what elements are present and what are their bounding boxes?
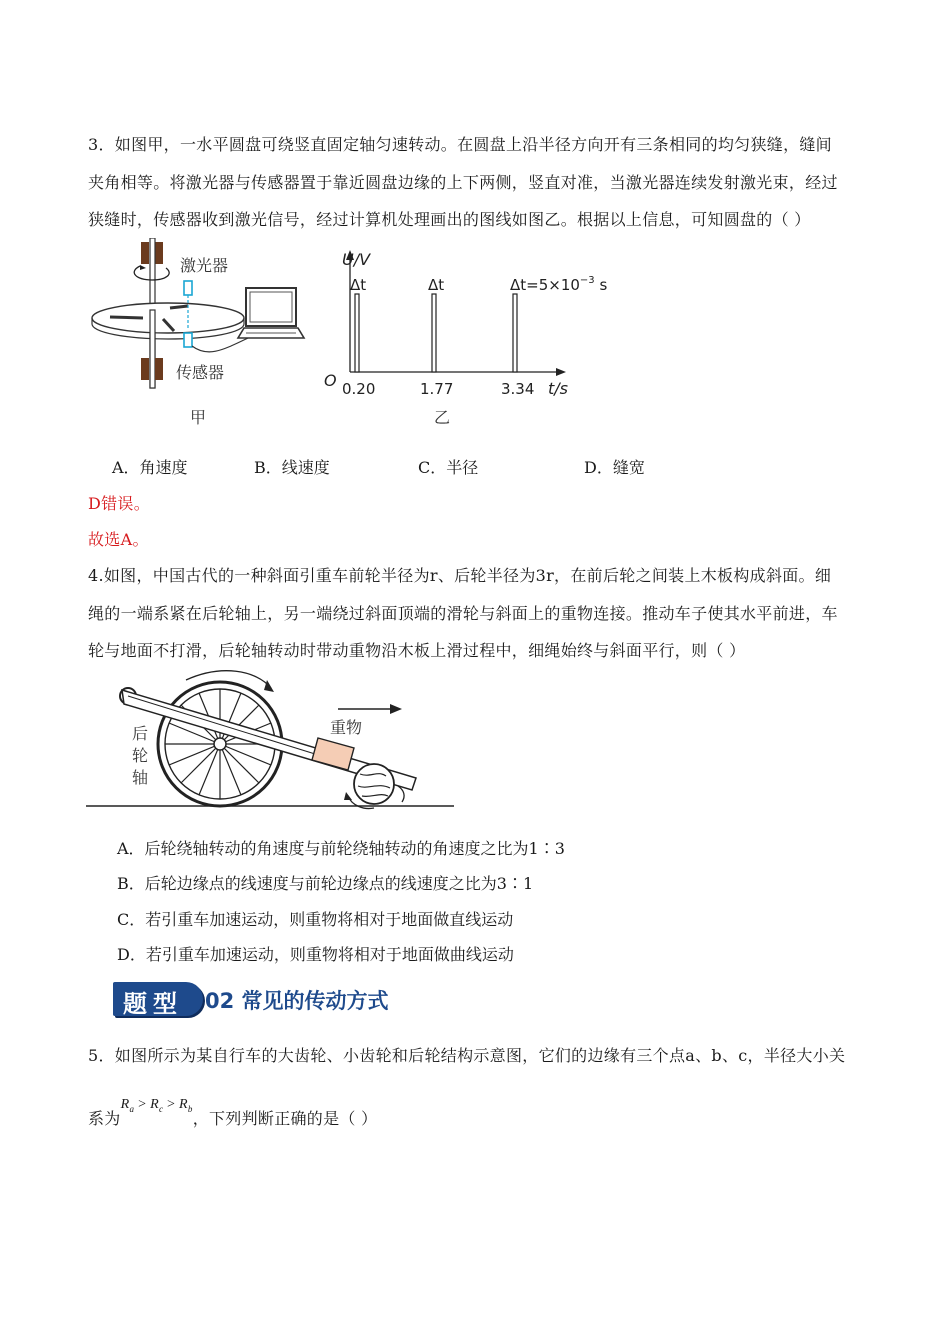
rear-axle xyxy=(214,738,226,750)
answer-line-1: D错误。 xyxy=(88,494,151,513)
q4-option-b[interactable]: B．后轮边缘点的线速度与前轮边缘点的线速度之比为3∶1 xyxy=(117,874,534,893)
slit xyxy=(110,317,143,318)
q4-option-a[interactable]: A．后轮绕轴转动的角速度与前轮绕轴转动的角速度之比为1∶3 xyxy=(117,839,565,858)
laser-label: 激光器 xyxy=(180,256,229,275)
figure-yi xyxy=(320,246,620,434)
pulse-label-2: Δt xyxy=(428,276,445,294)
rear-axle-label-3: 轴 xyxy=(132,768,149,787)
q4-option-d[interactable]: D．若引重车加速运动，则重物将相对于地面做曲线运动 xyxy=(117,945,514,964)
q3-line-2: 夹角相等。将激光器与传感器置于靠近圆盘边缘的上下两侧，竖直对准，当激光器连续发射激光束，经过 xyxy=(88,173,838,192)
section-title: 02 常见的传动方式 xyxy=(205,989,389,1013)
bearing-block xyxy=(141,242,149,264)
relation-r3: R xyxy=(179,1097,188,1112)
q4-line-1: 4.如图，中国古代的一种斜面引重车前轮半径为r、后轮半径为3r，在前后轮之间装上木板构成斜面。细 xyxy=(88,566,832,585)
weight-label: 重物 xyxy=(330,718,363,737)
q4-line-2: 绳的一端系紧在后轮轴上，另一端绕过斜面顶端的滑轮与斜面上的重物连接。推动车子使其水平前进，车 xyxy=(88,604,838,623)
pulse-label-3 xyxy=(510,275,607,294)
figure-jia-caption: 甲 xyxy=(190,408,207,427)
tick-label-3: 3.34 xyxy=(501,380,535,398)
tick-label-1: 0.20 xyxy=(342,380,376,398)
radius-relation xyxy=(121,1097,193,1112)
section-banner xyxy=(113,982,403,1016)
section-badge-text: 题型 xyxy=(123,989,183,1018)
q3-option-d[interactable]: D．缝宽 xyxy=(584,458,645,477)
front-wheel xyxy=(354,764,394,804)
pulse-label-3-exp: −3 xyxy=(579,275,595,286)
x-axis-arrow-icon xyxy=(556,368,566,376)
pulse-label-3-unit: s xyxy=(594,276,608,294)
section-badge xyxy=(113,982,203,1016)
pulse-1 xyxy=(355,294,359,372)
bearing-block xyxy=(141,358,149,380)
pulse-3 xyxy=(513,294,517,372)
figure-yi-caption: 乙 xyxy=(434,408,451,427)
q3-option-b[interactable]: B．线速度 xyxy=(254,458,330,477)
relation-sub3: b xyxy=(187,1103,193,1114)
laser-emitter xyxy=(184,281,192,295)
rear-axle-label-2: 轮 xyxy=(132,746,149,765)
pulse-2 xyxy=(432,294,436,372)
relation-r1: R xyxy=(120,1097,130,1112)
bearing-block xyxy=(155,358,163,380)
figure-cart xyxy=(86,666,456,811)
y-axis-label: U/V xyxy=(342,250,371,269)
q5-line-1: 5．如图所示为某自行车的大齿轮、小齿轮和后轮结构示意图，它们的边缘有三个点a、b、c，半径大小关 xyxy=(88,1046,846,1065)
relation-r2: R xyxy=(150,1097,159,1112)
q3-line-3: 狭缝时，传感器收到激光信号，经过计算机处理画出的图线如图乙。根据以上信息，可知圆盘的（ ） xyxy=(88,210,811,229)
rear-axle-label-1: 后 xyxy=(132,724,149,743)
relation-gt1: > xyxy=(134,1097,151,1112)
q5-line-2-prefix: 系为 xyxy=(88,1109,121,1128)
q5-line-2 xyxy=(88,1097,378,1130)
q3-line-1: 3．如图甲，一水平圆盘可绕竖直固定轴匀速转动。在圆盘上沿半径方向开有三条相同的均匀狭缝，缝间 xyxy=(88,135,832,154)
x-axis-label: t/s xyxy=(548,379,568,398)
figure-jia xyxy=(88,238,320,434)
q4-option-c[interactable]: C．若引重车加速运动，则重物将相对于地面做直线运动 xyxy=(117,910,514,929)
slit xyxy=(170,306,188,308)
bearing-block xyxy=(155,242,163,264)
q5-line-2-suffix: ，下列判断正确的是（ ） xyxy=(192,1109,378,1128)
answer-line-2: 故选A。 xyxy=(88,530,149,549)
relation-gt2: > xyxy=(163,1097,180,1112)
origin-label: O xyxy=(324,371,337,390)
pulse-label-1: Δt xyxy=(350,276,367,294)
relation-sub2: c xyxy=(158,1103,164,1114)
cable xyxy=(192,338,248,352)
q3-option-c[interactable]: C．半径 xyxy=(418,458,479,477)
relation-sub1: a xyxy=(129,1103,135,1114)
q4-line-3: 轮与地面不打滑，后轮轴转动时带动重物沿木板上滑过程中，细绳始终与斜面平行，则（ ） xyxy=(88,641,746,660)
sensor-label: 传感器 xyxy=(176,363,225,382)
sensor xyxy=(184,333,192,347)
weight-box xyxy=(312,738,354,770)
q3-option-a[interactable]: A．角速度 xyxy=(112,458,188,477)
tick-label-2: 1.77 xyxy=(420,380,454,398)
pulse-label-3-main: Δt=5×10 xyxy=(510,276,580,294)
